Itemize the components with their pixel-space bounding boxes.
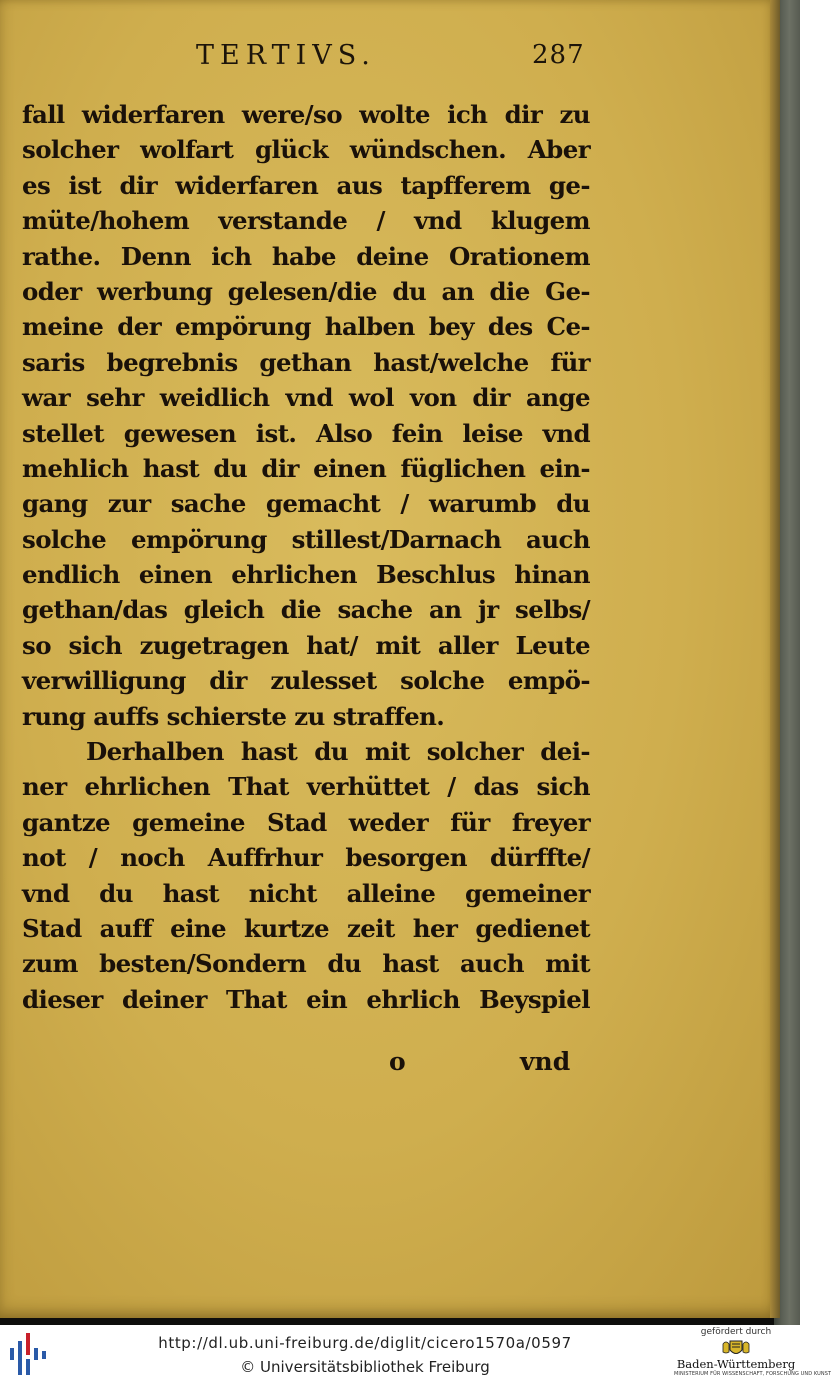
text-line: müte/hohem verstande / vnd klugem (22, 206, 590, 236)
sponsor-subtitle: MINISTERIUM FÜR WISSENSCHAFT, FORSCHUNG UND KUNST (674, 1371, 831, 1377)
text-block (22, 97, 590, 1017)
text-line: rung auffs schierste zu straffen. (22, 701, 445, 731)
text-line: mehlich hast du dir einen füglichen ein- (22, 453, 590, 483)
text-line: Derhalben hast du mit solcher dei- (86, 737, 590, 767)
text-line: fall widerfaren were/so wolte ich dir zu (22, 100, 590, 129)
page-url-link[interactable]: http://dl.ub.uni-freiburg.de/diglit/cicero1570a/0597 (158, 1334, 572, 1352)
viewer-footer (0, 1325, 831, 1383)
page-foot-row (0, 1047, 778, 1087)
text-line: Stad auff eine kurtze zeit her gedienet (22, 913, 590, 943)
sponsor-label: gefördert durch (700, 1327, 772, 1337)
text-line: meine der empörung halben bey des Ce- (22, 312, 590, 342)
page-edge-shadow (770, 0, 780, 1318)
text-line: ner ehrlichen That verhüttet / das sich (22, 772, 590, 802)
text-line: solcher wolfart glück wündschen. Aber (22, 135, 590, 165)
text-line: gantze gemeine Stad weder für freyer (22, 807, 590, 837)
signature-mark: o (389, 1047, 406, 1076)
copyright-notice: © Universitätsbibliothek Freiburg (240, 1358, 490, 1376)
text-line: dieser deiner That ein ehrlich Beyspiel (22, 984, 590, 1014)
text-line: war sehr weidlich vnd wol von dir ange (22, 383, 590, 413)
text-line: not / noch Auffrhur besorgen dürffte/ (22, 843, 590, 873)
text-line: verwilligung dir zulesset solche empö- (22, 666, 590, 696)
page-number: 287 (532, 40, 585, 70)
text-line: es ist dir widerfaren aus tapfferem ge- (22, 170, 590, 200)
text-line: endlich einen ehrlichen Beschlus hinan (22, 560, 590, 590)
text-line: so sich zugetragen hat/ mit aller Leute (22, 630, 590, 660)
catchword: vnd (520, 1047, 571, 1076)
text-line: saris begrebnis gethan hast/welche für (22, 347, 590, 377)
sponsor-name: Baden-Württemberg (676, 1357, 796, 1371)
text-line: gethan/das gleich die sache an jr selbs/ (22, 595, 590, 625)
text-line: rathe. Denn ich habe deine Orationem (22, 241, 590, 271)
text-line: oder werbung gelesen/die du an die Ge- (22, 276, 590, 306)
sponsor-logo[interactable] (674, 1326, 831, 1382)
coat-of-arms-icon (721, 1338, 751, 1358)
text-line: gang zur sache gemacht / warumb du (22, 489, 590, 519)
text-line: stellet gewesen ist. Also fein leise vnd (22, 418, 590, 448)
running-head: TERTIVS. (196, 40, 376, 71)
text-line: vnd du hast nicht alleine gemeiner (22, 878, 590, 908)
text-line: zum besten/Sondern du hast auch mit (22, 949, 590, 979)
text-line: solche empörung stillest/Darnach auch (22, 524, 590, 554)
